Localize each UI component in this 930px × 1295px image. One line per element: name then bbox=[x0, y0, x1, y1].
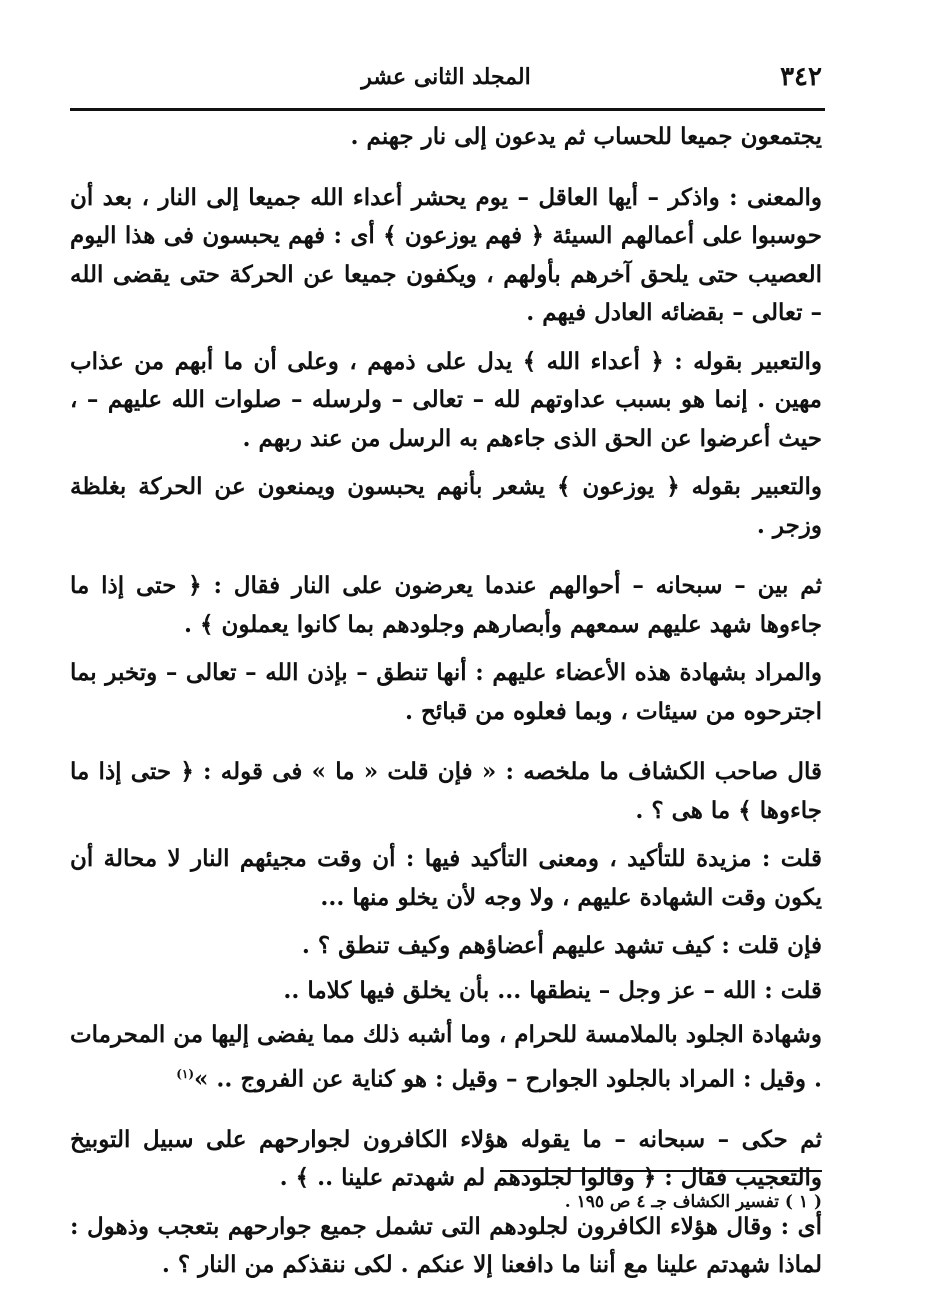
paragraph-text: وشهادة الجلود بالملامسة للحرام ، وما أشبه ذلك مما يفضى إليها من المحرمات . وقيل : المراد بالجلود الجوارح – وقيل : هو كناية عن الفروج .. » bbox=[70, 1021, 822, 1093]
paragraph: يجتمعون جميعا للحساب ثم يدعون إلى نار جهنم . bbox=[350, 123, 822, 150]
header-rule bbox=[70, 108, 825, 111]
paragraph: قلت : الله – عز وجل – ينطقها ... بأن يخلق فيها كلاما .. bbox=[283, 976, 822, 1004]
paragraph: أى : وقال هؤلاء الكافرون لجلودهم التى تشمل جميع جوارحهم بتعجب وذهول : لماذا شهدتم علينا مع أننا ما دافعنا إلا عنكم . لكى ننقذكم من النار ؟ . bbox=[70, 1212, 822, 1279]
footnote-rule bbox=[500, 1170, 822, 1172]
paragraph: قلت : مزيدة للتأكيد ، ومعنى التأكيد فيها : أن وقت مجيئهم النار لا محالة أن يكون وقت الشهادة عليهم ، ولا وجه لأن يخلو منها ... bbox=[70, 845, 822, 911]
paragraph: والتعبير بقوله ﴿ يوزعون ﴾ يشعر بأنهم يحبسون ويمنعون عن الحركة بغلظة وزجر . bbox=[70, 473, 822, 539]
paragraph-with-footnote bbox=[70, 1016, 822, 1099]
paragraph: ثم بين – سبحانه – أحوالهم عندما يعرضون على النار فقال : ﴿ حتى إذا ما جاءوها شهد عليهم سمعهم وأبصارهم وجلودهم بما كانوا يعملون ﴾ . bbox=[70, 572, 822, 638]
paragraph: ثم حكى – سبحانه – ما يقوله هؤلاء الكافرون لجوارحهم على سبيل التوبيخ والتعجيب فقال : ﴿ وقالوا لجلودهم لم شهدتم علينا .. ﴾ . bbox=[70, 1125, 822, 1192]
paragraph: فإن قلت : كيف تشهد عليهم أعضاؤهم وكيف تنطق ؟ . bbox=[301, 932, 822, 959]
page-number: ٣٤٢ bbox=[780, 62, 822, 92]
footnote-marker: (١) bbox=[176, 1066, 195, 1081]
page-header bbox=[70, 62, 822, 102]
paragraph: والمراد بشهادة هذه الأعضاء عليهم : أنها تنطق – بإذن الله – تعالى – وتخبر بما اجترحوه من سيئات ، وبما فعلوه من قبائح . bbox=[70, 659, 822, 725]
paragraph: والمعنى : واذكر – أيها العاقل – يوم يحشر أعداء الله جميعا إلى النار ، بعد أن حوسبوا على أعمالهم السيئة ﴿ فهم يوزعون ﴾ أى : فهم يحبسون فى هذا اليوم العصيب حتى يلحق آخرهم بأولهم ، ويكفون جميعا عن الحركة حتى يقضى الله – تعالى – بقضائه العادل فيهم . bbox=[70, 183, 822, 326]
main-text bbox=[70, 118, 822, 1295]
footnote: ( ١ ) تفسير الكشاف جـ ٤ ص ١٩٥ . bbox=[564, 1192, 822, 1212]
running-title: المجلد الثانى عشر bbox=[361, 64, 531, 90]
paragraph: قال صاحب الكشاف ما ملخصه : « فإن قلت « ما » فى قوله : ﴿ حتى إذا ما جاءوها ﴾ ما هى ؟ . bbox=[70, 758, 822, 824]
paragraph: والتعبير بقوله : ﴿ أعداء الله ﴾ يدل على ذمهم ، وعلى أن ما أبهم من عذاب مهين . إنما هو بسبب عداوتهم لله – تعالى – ولرسله – صلوات الله عليهم – ، حيث أعرضوا عن الحق الذى جاءهم به الرسل من عند ربهم . bbox=[70, 347, 822, 452]
